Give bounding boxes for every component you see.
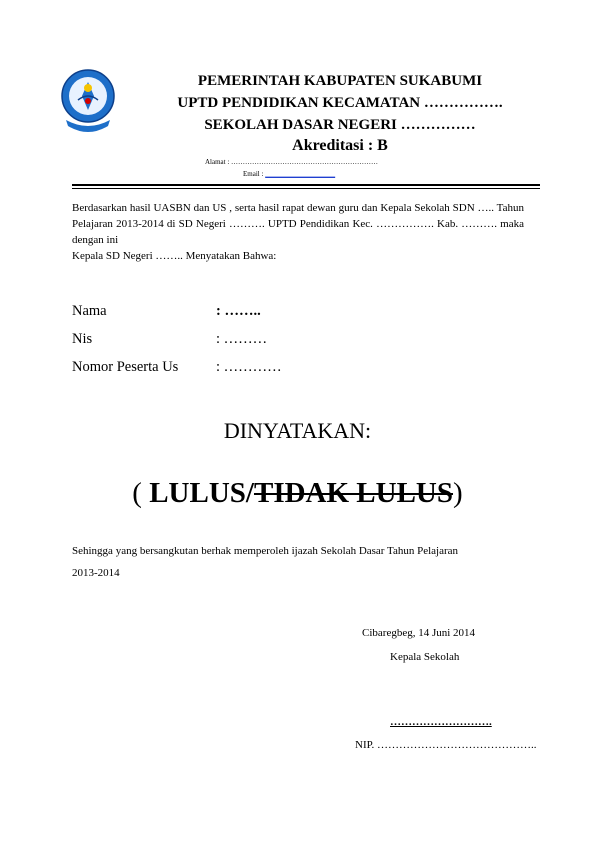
email-label: Email : (243, 170, 264, 178)
signature-nip: NIP. …………………………………….. (355, 739, 537, 751)
field-label-nama: Nama (72, 303, 107, 319)
tut-wuri-handayani-logo-icon (60, 68, 116, 138)
intro-paragraph: Berdasarkan hasil UASBN dan US , serta hasil rapat dewan guru dan Kepala Sekolah SDN ….. Tahun Pelajaran 2013-2014 di SD Negeri ………. UPTD Pendidikan Kec. ……………. Kab. ………. maka dengan ini (72, 202, 524, 246)
status-close-paren: ) (453, 477, 463, 509)
closing-line-1: Sehingga yang bersangkutan berhak memperoleh ijazah Sekolah Dasar Tahun Pelajaran (72, 545, 459, 557)
header-divider-thin (72, 188, 540, 189)
status-fail-struck: TIDAK LULUS (253, 477, 454, 509)
header-accreditation: Akreditasi : B (292, 137, 388, 154)
header-address: Alamat : ……………………………………………………… (205, 158, 379, 166)
closing-line-2: 2013-2014 (72, 567, 120, 579)
field-value-nis: : ……… (216, 331, 268, 347)
signature-role: Kepala Sekolah (390, 651, 460, 663)
status-pass: LULUS/ (149, 477, 254, 509)
status-open-paren: ( (132, 477, 150, 509)
email-link[interactable]: ____________________ (265, 170, 336, 178)
declaration-status (0, 475, 595, 511)
field-label-nis: Nis (72, 331, 93, 347)
field-value-nama: : …….. (216, 303, 261, 319)
header-school: SEKOLAH DASAR NEGERI …………… (204, 117, 476, 133)
signature-name: ………………………. (390, 716, 492, 728)
header-uptd: UPTD PENDIDIKAN KECAMATAN ……………. (177, 95, 503, 111)
field-label-nomor-peserta: Nomor Peserta Us (72, 359, 179, 375)
header-government: PEMERINTAH KABUPATEN SUKABUMI (197, 73, 483, 89)
intro-statement: Kepala SD Negeri …….. Menyatakan Bahwa: (72, 250, 277, 262)
declaration-title: DINYATAKAN: (223, 418, 372, 443)
header-divider-thick (72, 184, 540, 186)
field-value-nomor-peserta: : ………… (216, 359, 282, 375)
signature-place-date: Cibaregbeg, 14 Juni 2014 (362, 627, 476, 639)
header-email (243, 170, 543, 179)
